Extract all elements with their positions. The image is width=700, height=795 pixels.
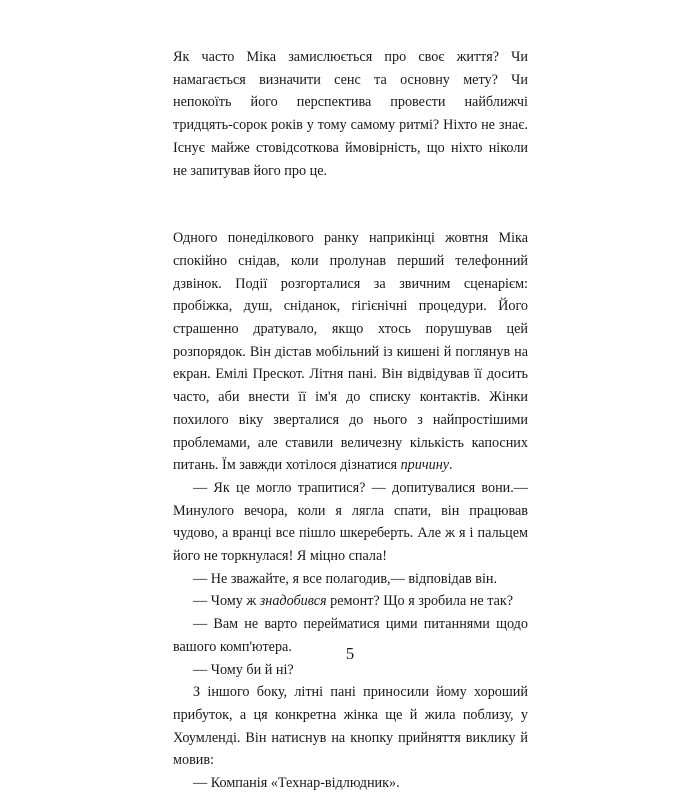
- paragraph-2: [173, 227, 528, 477]
- dialogue-line-2: — Не зважайте, я все полагодив,— відповідав він.: [193, 570, 498, 587]
- page-body: [173, 46, 528, 795]
- paragraph-2-italic: причину: [400, 457, 450, 474]
- section-gap: [173, 182, 528, 227]
- dialogue-line-5: — Чому би й ні?: [193, 661, 294, 678]
- paragraph-2-text: Одного понеділкового ранку наприкінці жовтня Міка спокійно снідав, коли пролунав перший телефонний дзвінок. Події розгорталися за звичним сценарієм: пробіжка, душ, сніданок, гігієнічні процедури. Його страшенно дратувало, якщо хтось порушував цей розпорядок. Він дістав мобільний із кишені й поглянув на екран. Емілі Прескот. Літня пані. Він відвідував її досить часто, аби внести її ім'я до списку контактів. Жінки похилого віку зверталися до нього з найпростішими проблемами, але ставили величезну кількість капосних питань. Їм завжди хотілося дізнатися: [173, 230, 528, 474]
- dialogue-line-1: — Як це могло трапитися? — допитувалися вони.— Минулого вечора, коли я лягла спати, він працював чудово, а вранці все пішло шкереберть. Але ж я і пальцем його не торкнулася! Я міцно спала!: [173, 479, 528, 565]
- dialogue-line-4: — Вам не варто перейматися цими питаннями щодо вашого комп'ютера.: [173, 616, 528, 655]
- dialogue-line-3-italic: знадобився: [259, 593, 327, 610]
- paragraph-3: З іншого боку, літні пані приносили йому хороший прибуток, а ця конкретна жінка ще й жила поблизу, у Хоумленді. Він натиснув на кнопку прийняття виклику й мовив:: [173, 684, 528, 769]
- dialogue-line-6: — Компанія «Технар-відлюдник».: [193, 775, 400, 792]
- paragraph-2-end: .: [449, 457, 453, 474]
- page-number: 5: [345, 644, 355, 663]
- dialogue-line-3: [173, 590, 528, 613]
- paragraph-1: Як часто Міка замислюється про своє життя? Чи намагається визначити сенс та основну мету? Чи непокоїть його перспектива провести найближчі тридцять-сорок років у тому самому ритмі? Ніхто не знає. Існує майже стовідсоткова ймовірність, що ніхто ніколи не запитував його про це.: [173, 49, 528, 179]
- dialogue-line-3-end: ремонт? Що я зробила не так?: [326, 593, 514, 610]
- dialogue-line-3-text: — Чому ж: [193, 593, 260, 610]
